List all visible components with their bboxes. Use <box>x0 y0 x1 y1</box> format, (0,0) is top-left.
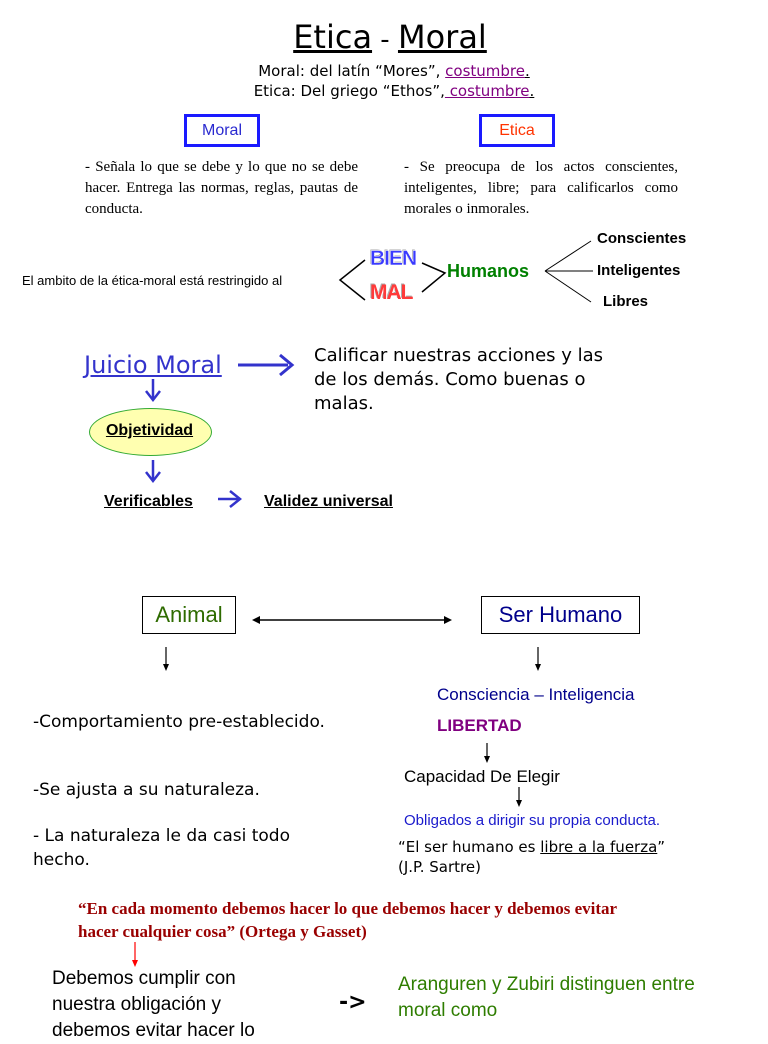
animal-trait-2: -Se ajusta a su naturaleza. <box>33 780 260 800</box>
animal-trait-1: -Comportamiento pre-establecido. <box>33 712 325 732</box>
scope-sentence: El ambito de la ética-moral está restringido al <box>22 273 283 288</box>
moral-origin-suffix: . <box>524 62 530 80</box>
title-moral: Moral <box>397 18 487 56</box>
verificables-label: Verificables <box>104 493 193 510</box>
arrow-down-icon <box>481 742 493 764</box>
sartre-quote-end: ” <box>657 838 666 856</box>
bottom-arrow: -> <box>339 990 367 1015</box>
obliged-label: Obligados a dirigir su propia conducta. <box>404 812 660 829</box>
etica-description: - Se preocupa de los actos conscientes, inteligentes, libre; para calificarlos como morales o inmorales. <box>404 159 678 217</box>
etica-origin-text: Etica: Del griego “Ethos”, <box>253 82 445 100</box>
bottom-left-text: Debemos cumplir con nuestra obligación y debemos evitar hacer lo <box>52 968 255 1041</box>
arrow-right-icon <box>236 352 298 380</box>
juicio-definition: Calificar nuestras acciones y las de los demás. Como buenas o malas. <box>314 345 604 414</box>
chevron-right-icon <box>216 489 244 511</box>
arrow-down-icon <box>160 646 172 672</box>
sartre-author: (J.P. Sartre) <box>398 858 481 876</box>
etica-origin-line <box>0 82 768 100</box>
trait-conscientes: Conscientes <box>597 230 687 247</box>
page-title <box>0 18 768 56</box>
moral-box: Moral <box>184 114 260 147</box>
validez-universal-label: Validez universal <box>264 493 393 510</box>
line-conscientes <box>545 241 591 271</box>
ortega-quote: “En cada momento debemos hacer lo que debemos hacer y debemos evitar hacer cualquier cosa” (Ortega y Gasset) <box>78 899 617 941</box>
line-libres <box>545 271 591 302</box>
moral-description: - Señala lo que se debe y lo que no se debe hacer. Entrega las normas, reglas, pautas de conducta. <box>85 159 358 217</box>
left-bracket <box>340 260 365 300</box>
moral-costumbre-link[interactable]: costumbre <box>445 62 525 80</box>
bottom-right-text: Aranguren y Zubiri distinguen entre moral como <box>398 974 695 1021</box>
objectivity-label: Objetividad <box>105 422 194 439</box>
bien-word: BIEN <box>370 247 417 270</box>
animal-trait-3: - La naturaleza le da casi todo hecho. <box>33 826 291 870</box>
juicio-moral-label: Juicio Moral <box>84 351 222 379</box>
title-dash: - <box>372 25 398 55</box>
sartre-quote-start: “El ser humano es <box>398 838 541 856</box>
title-etica: Etica <box>293 18 373 56</box>
animal-box: Animal <box>142 596 236 634</box>
mal-word: MAL <box>370 281 413 304</box>
arrow-down-icon <box>143 459 163 485</box>
human-box: Ser Humano <box>481 596 640 634</box>
right-bracket <box>422 263 445 292</box>
humanos-label: Humanos <box>447 261 530 281</box>
etica-costumbre-link[interactable]: costumbre <box>444 82 530 100</box>
arrow-down-icon <box>532 646 544 672</box>
trait-inteligentes: Inteligentes <box>597 262 681 279</box>
moral-origin-line <box>0 62 768 80</box>
choice-label: Capacidad De Elegir <box>404 767 560 786</box>
sartre-quote-underlined: libre a la fuerza <box>540 838 658 856</box>
arrow-down-icon <box>143 378 163 404</box>
arrow-down-icon <box>129 941 141 969</box>
sartre-quote <box>398 837 718 877</box>
etica-origin-suffix: . <box>529 82 535 100</box>
etica-box: Etica <box>479 114 555 147</box>
double-arrow-icon <box>250 612 454 628</box>
moral-origin-text: Moral: del latín “Mores”, <box>258 62 446 80</box>
freedom-label: LIBERTAD <box>437 716 522 735</box>
trait-libres: Libres <box>603 293 649 310</box>
consciousness-label: Consciencia – Inteligencia <box>437 685 635 704</box>
arrow-down-icon <box>513 786 525 808</box>
